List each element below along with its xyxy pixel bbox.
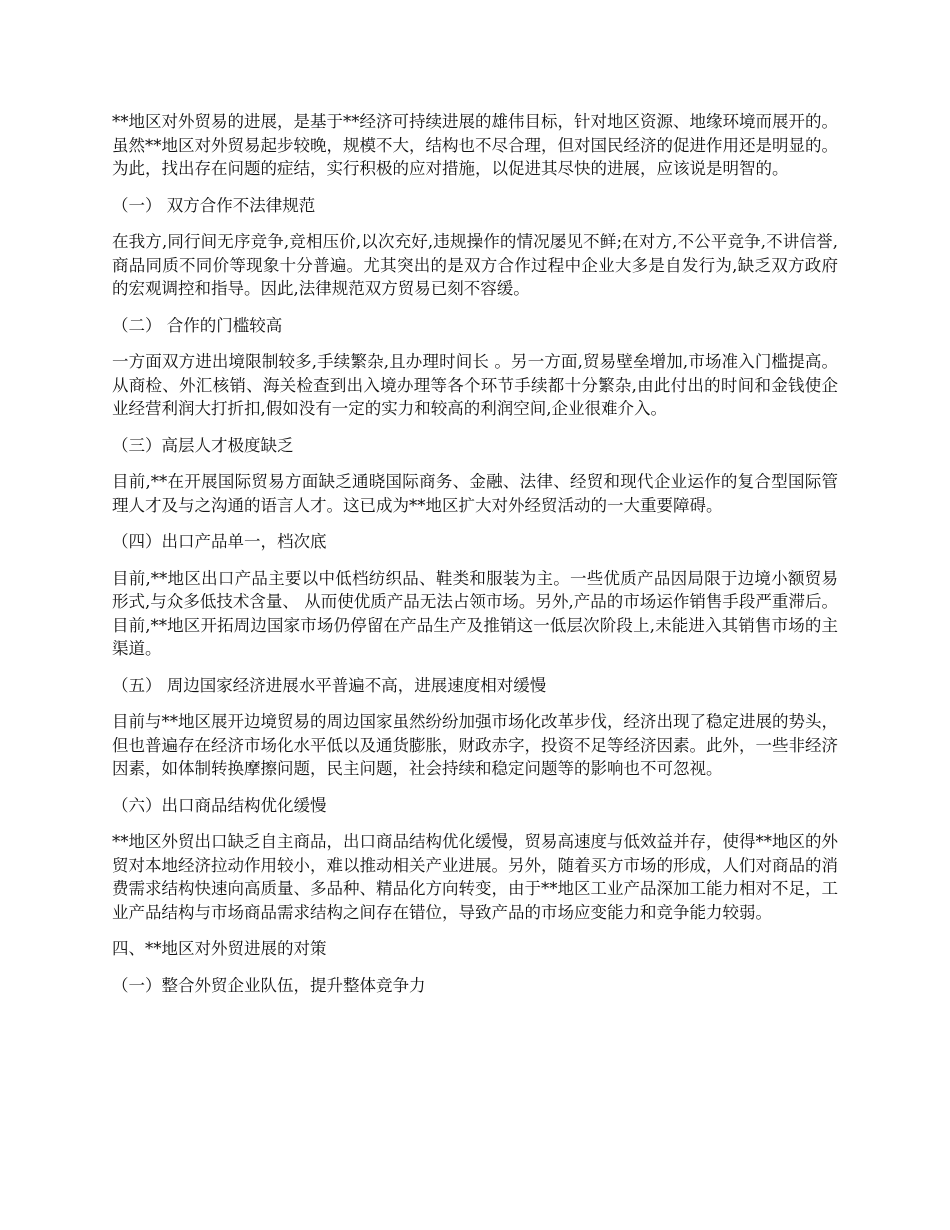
intro-paragraph: **地区对外贸易的进展，是基于**经济可持续进展的雄伟目标，针对地区资源、地缘环境而展开的。虽然**地区对外贸易起步较晚，规模不大，结构也不尽合理，但对国民经济的促进作用还是明显的。为此，找出存在问题的症结，实行积极的应对措施，以促进其尽快的进展，应该说是明智的。 — [112, 112, 838, 178]
section-paragraph-4: 目前,**地区出口产品主要以中低档纺织品、鞋类和服装为主。一些优质产品因局限于边境小额贸易形式,与众多低技术含量、 从而使优质产品无法占领市场。另外,产品的市场运作销售手段严重滞后。目前,**地区开拓周边国家市场仍停留在产品生产及推销这一低层次阶段上,未能进入其销售市场的主渠道。 — [112, 568, 838, 658]
document-page — [112, 110, 838, 1010]
section-heading-1: （一） 双方合作不法律规范 — [112, 195, 316, 215]
subsection-heading-1: （一）整合外贸企业队伍，提升整体竞争力 — [112, 975, 426, 995]
section-paragraph-1: 在我方,同行间无序竞争,竞相压价,以次充好,违规操作的情况屡见不鲜;在对方,不公平竞争,不讲信誉,商品同质不同价等现象十分普遍。尤其突出的是双方合作过程中企业大多是自发行为,缺乏双方政府的宏观调控和指导。因此,法律规范双方贸易已刻不容缓。 — [112, 232, 838, 298]
section-paragraph-5: 目前与**地区展开边境贸易的周边国家虽然纷纷加强市场化改革步伐，经济出现了稳定进展的势头，但也普遍存在经济市场化水平低以及通货膨胀，财政赤字，投资不足等经济因素。此外，一些非经济因素，如体制转换摩擦问题，民主问题，社会持续和稳定问题等的影响也不可忽视。 — [112, 712, 838, 778]
section-heading-5: （五） 周边国家经济进展水平普遍不高，进展速度相对缓慢 — [112, 675, 547, 695]
section-heading-3: （三）高层人才极度缺乏 — [112, 435, 294, 455]
chapter-heading-4: 四、**地区对外贸进展的对策 — [112, 939, 327, 958]
section-heading-6: （六）出口商品结构优化缓慢 — [112, 795, 327, 815]
section-paragraph-3: 目前,**在开展国际贸易方面缺乏通晓国际商务、金融、法律、经贸和现代企业运作的复合型国际管理人才及与之沟通的语言人才。这已成为**地区扩大对外经贸活动的一大重要障碍。 — [112, 472, 838, 515]
section-paragraph-2: 一方面双方进出境限制较多,手续繁杂,且办理时间长 。另一方面,贸易壁垒增加,市场准入门槛提高。从商检、外汇核销、海关检查到出入境办理等各个环节手续都十分繁杂,由此付出的时间和金钱使企业经营利润大打折扣,假如没有一定的实力和较高的利润空间,企业很难介入。 — [112, 352, 838, 418]
section-heading-4: （四）出口产品单一，档次底 — [112, 532, 327, 551]
section-paragraph-6: **地区外贸出口缺乏自主商品，出口商品结构优化缓慢，贸易高速度与低效益并存，使得**地区的外贸对本地经济拉动作用较小，难以推动相关产业进展。另外，随着买方市场的形成，人们对商品的消费需求结构快速向高质量、多品种、精品化方向转变，由于**地区工业产品深加工能力相对不足，工业产品结构与市场商品需求结构之间存在错位，导致产品的市场应变能力和竞争能力较弱。 — [112, 832, 838, 922]
section-heading-2: （二） 合作的门槛较高 — [112, 315, 283, 335]
